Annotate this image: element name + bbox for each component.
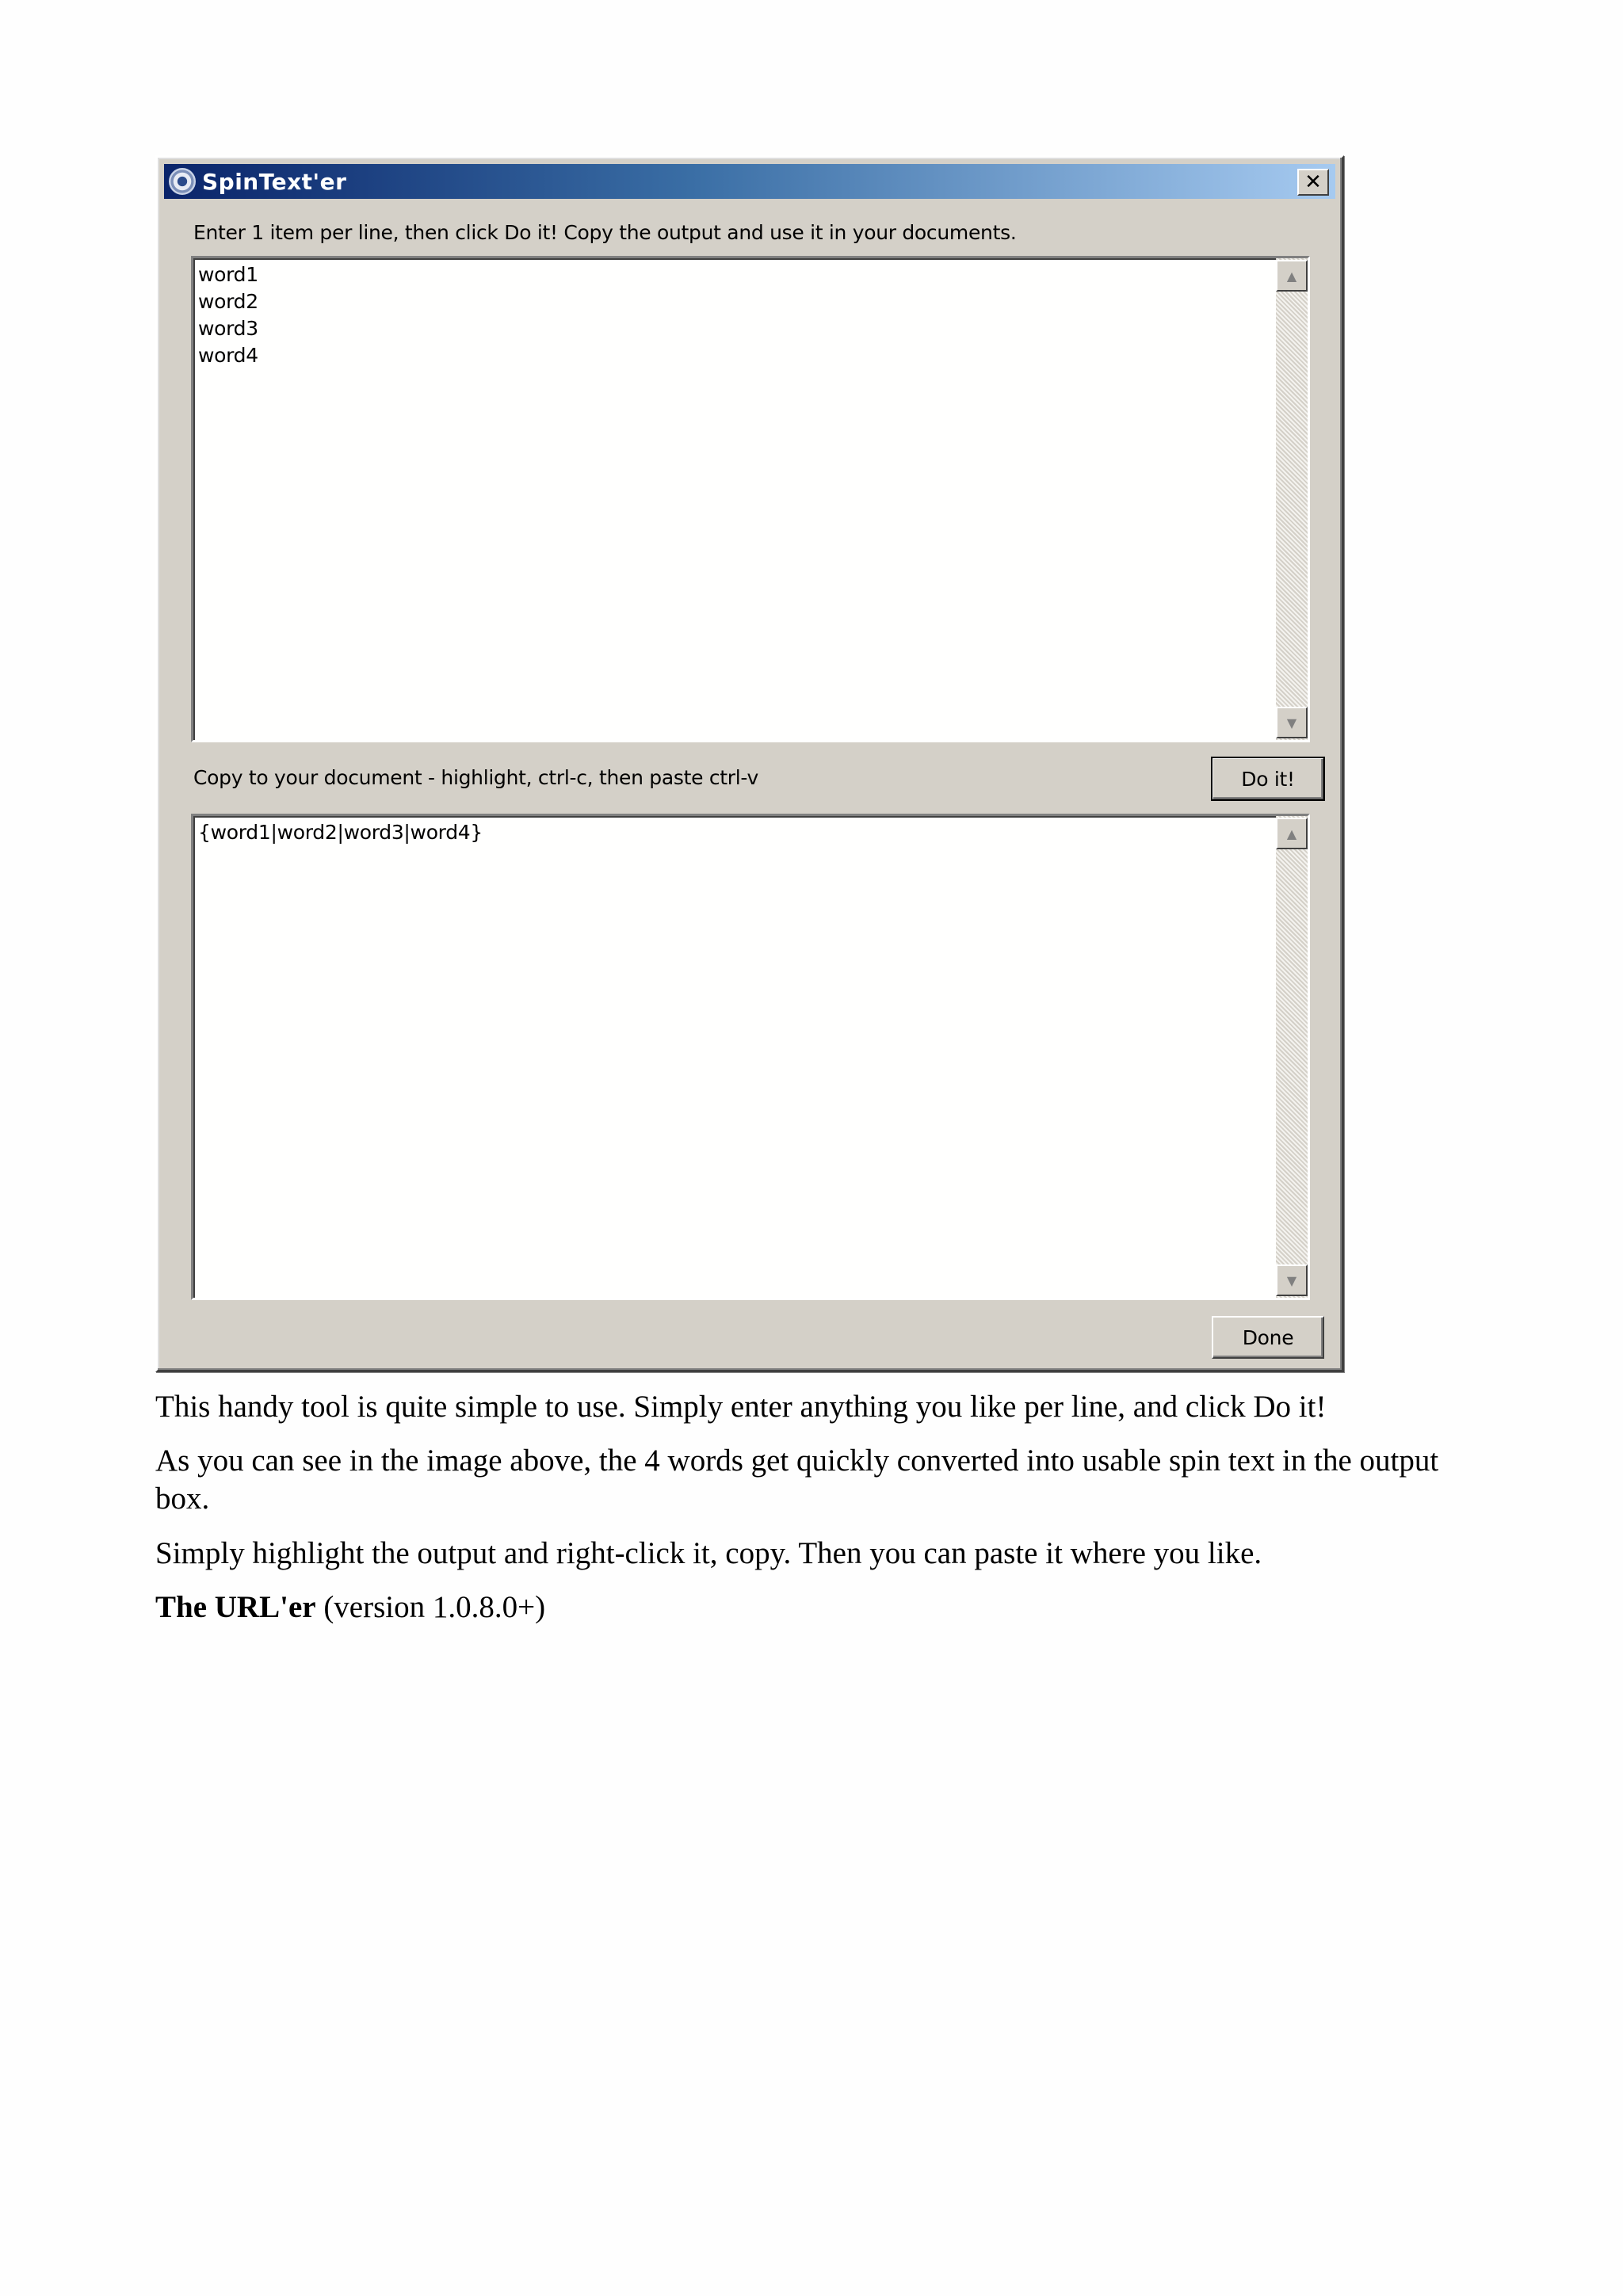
scroll-up-icon[interactable]: ▲ [1276, 818, 1308, 849]
section-heading [155, 1589, 1463, 1627]
output-textarea[interactable] [191, 814, 1310, 1300]
heading-version: (version 1.0.8.0+) [315, 1590, 546, 1624]
spintexter-dialog [155, 155, 1344, 1372]
input-line: word4 [198, 344, 258, 367]
input-line: word1 [198, 263, 258, 286]
heading-bold: The URL'er [155, 1590, 316, 1624]
app-icon [169, 168, 196, 195]
do-it-button[interactable]: Do it! [1212, 757, 1324, 800]
scroll-up-icon[interactable]: ▲ [1276, 260, 1308, 292]
output-scrollbar[interactable] [1276, 816, 1308, 1298]
copy-instruction-label: Copy to your document - highlight, ctrl-c, then paste ctrl-v [193, 766, 758, 789]
input-textarea[interactable] [191, 256, 1310, 742]
input-scrollbar[interactable] [1276, 258, 1308, 740]
done-button[interactable]: Done [1212, 1316, 1324, 1359]
close-button[interactable] [1297, 169, 1329, 196]
paragraph-1: This handy tool is quite simple to use. Simply enter anything you like per line, and click Do it! [155, 1390, 1327, 1424]
input-instruction-label: Enter 1 item per line, then click Do it! Copy the output and use it in your documents. [193, 221, 1017, 244]
input-text [198, 261, 258, 369]
input-line: word2 [198, 290, 258, 313]
scroll-down-icon[interactable]: ▼ [1276, 707, 1308, 738]
input-line: word3 [198, 317, 258, 340]
paragraph-2: As you can see in the image above, the 4 words get quickly converted into usable spin text in the output box. [155, 1444, 1439, 1516]
title-bar[interactable] [164, 164, 1335, 199]
close-icon: ✕ [1304, 170, 1322, 194]
output-text: {word1|word2|word3|word4} [198, 821, 483, 844]
window-title: SpinText'er [202, 168, 347, 195]
paragraph-3: Simply highlight the output and right-click it, copy. Then you can paste it where you like. [155, 1536, 1262, 1570]
scroll-down-icon[interactable]: ▼ [1276, 1264, 1308, 1296]
